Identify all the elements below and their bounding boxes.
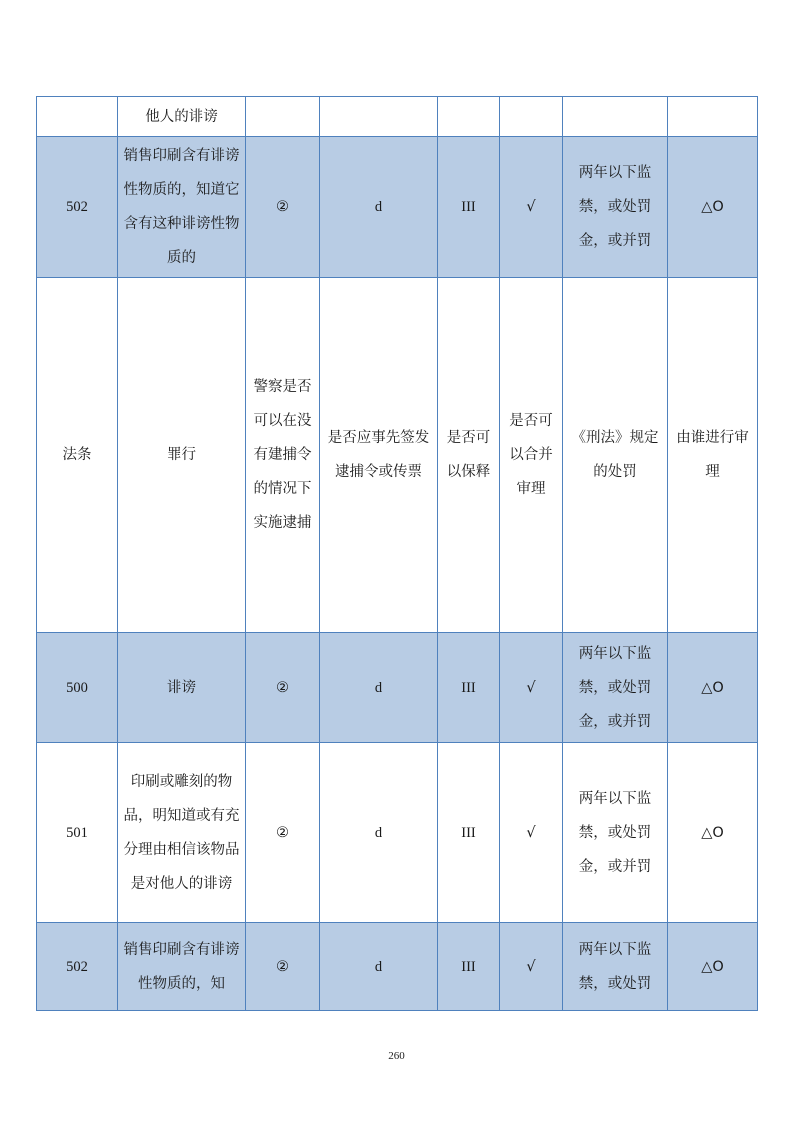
trial-court-cell [668, 97, 758, 137]
table-row [37, 633, 758, 743]
trial-court-cell: 由谁进行审理 [668, 278, 758, 633]
bailable-cell: III [438, 137, 500, 278]
warrant-or-summons-cell: 是否应事先签发逮捕令或传票 [320, 278, 438, 633]
article-cell: 502 [37, 923, 118, 1011]
arrest-without-warrant-cell: ② [246, 923, 320, 1011]
arrest-without-warrant-cell: ② [246, 743, 320, 923]
offence-cell: 罪行 [118, 278, 246, 633]
table-row [37, 137, 758, 278]
warrant-or-summons-cell: d [320, 633, 438, 743]
bailable-cell: III [438, 743, 500, 923]
warrant-or-summons-cell [320, 97, 438, 137]
arrest-without-warrant-cell [246, 97, 320, 137]
page-number: 260 [388, 1050, 405, 1062]
offence-cell: 印刷或雕刻的物品，明知道或有充分理由相信该物品是对他人的诽谤 [118, 743, 246, 923]
bailable-cell: 是否可以保释 [438, 278, 500, 633]
arrest-without-warrant-cell: 警察是否可以在没有建捕令的情况下实施逮捕 [246, 278, 320, 633]
penalty-cell: 两年以下监禁，或处罚金，或并罚 [563, 633, 668, 743]
bailable-cell: III [438, 633, 500, 743]
joint-trial-cell: √ [500, 137, 563, 278]
arrest-without-warrant-cell: ② [246, 137, 320, 278]
offence-cell: 销售印刷含有诽谤性物质的，知道它含有这种诽谤性物质的 [118, 137, 246, 278]
penalty-cell: 《刑法》规定的处罚 [563, 278, 668, 633]
offence-cell: 诽谤 [118, 633, 246, 743]
penalty-cell: 两年以下监禁，或处罚金，或并罚 [563, 137, 668, 278]
law-table [36, 96, 758, 1011]
penalty-cell: 两年以下监禁，或处罚 [563, 923, 668, 1011]
article-cell: 法条 [37, 278, 118, 633]
trial-court-cell: △O [668, 137, 758, 278]
penalty-cell: 两年以下监禁，或处罚金，或并罚 [563, 743, 668, 923]
warrant-or-summons-cell: d [320, 137, 438, 278]
joint-trial-cell [500, 97, 563, 137]
joint-trial-cell: √ [500, 633, 563, 743]
warrant-or-summons-cell: d [320, 743, 438, 923]
arrest-without-warrant-cell: ② [246, 633, 320, 743]
article-cell [37, 97, 118, 137]
table-row [37, 97, 758, 137]
joint-trial-cell: 是否可以合并审理 [500, 278, 563, 633]
joint-trial-cell: √ [500, 923, 563, 1011]
offence-cell: 销售印刷含有诽谤性物质的，知 [118, 923, 246, 1011]
table-row [37, 743, 758, 923]
trial-court-cell: △O [668, 633, 758, 743]
article-cell: 502 [37, 137, 118, 278]
article-cell: 500 [37, 633, 118, 743]
warrant-or-summons-cell: d [320, 923, 438, 1011]
bailable-cell: III [438, 923, 500, 1011]
offence-cell: 他人的诽谤 [118, 97, 246, 137]
table-row [37, 923, 758, 1011]
table-row [37, 278, 758, 633]
bailable-cell [438, 97, 500, 137]
trial-court-cell: △O [668, 923, 758, 1011]
article-cell: 501 [37, 743, 118, 923]
joint-trial-cell: √ [500, 743, 563, 923]
trial-court-cell: △O [668, 743, 758, 923]
penalty-cell [563, 97, 668, 137]
